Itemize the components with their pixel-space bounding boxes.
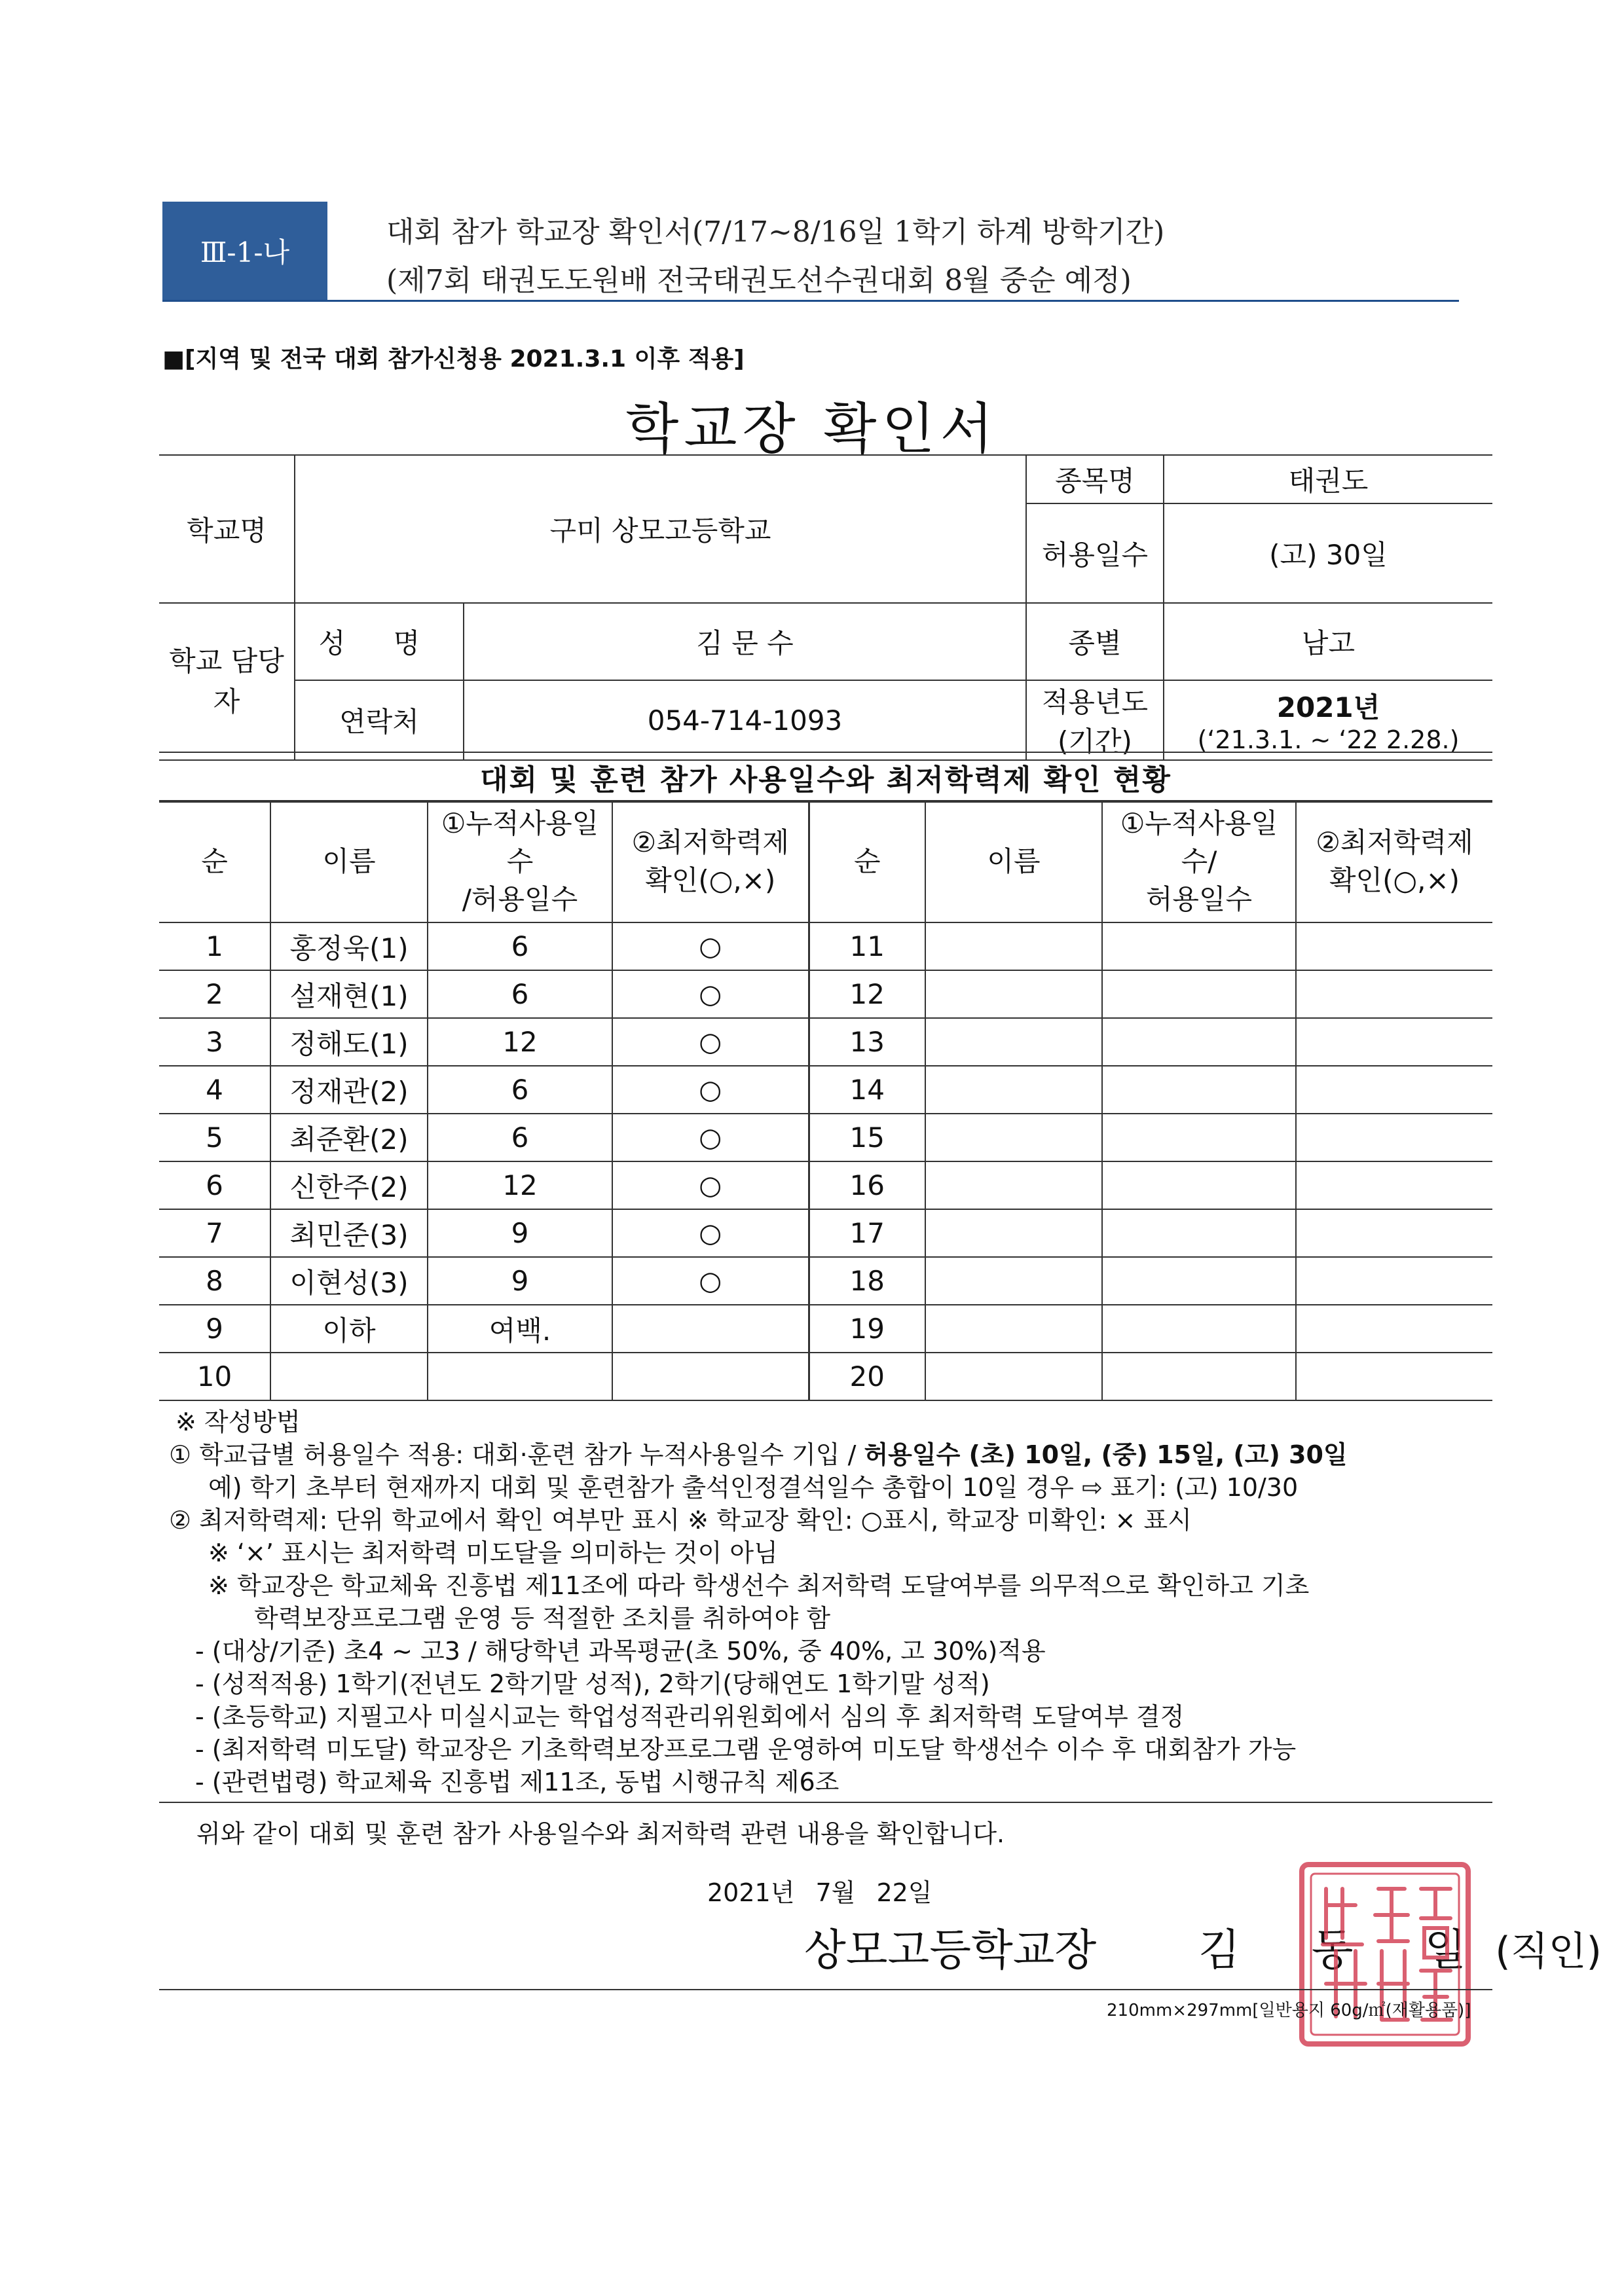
row-no: 2: [159, 970, 270, 1018]
row-check-right: [1296, 1066, 1492, 1114]
row-no: 8: [159, 1257, 270, 1305]
row-name: 신한주(2): [270, 1161, 428, 1209]
row-no-right: 18: [809, 1257, 925, 1305]
row-name: 이하: [270, 1305, 428, 1353]
roster-row: [159, 1018, 1492, 1066]
allow-value: (고) 30일: [1164, 503, 1492, 603]
school-value: 구미 상모고등학교: [295, 455, 1026, 603]
row-no-right: 15: [809, 1114, 925, 1161]
gender-value: 남고: [1164, 603, 1492, 680]
row-days-right: [1102, 1257, 1296, 1305]
row-days: 6: [428, 922, 612, 970]
header-days-2: ①누적사용일수/ 허용일수: [1102, 801, 1296, 922]
row-days: 6: [428, 970, 612, 1018]
header-no-2: 순: [809, 801, 925, 922]
header-days: ①누적사용일수 /허용일수: [428, 801, 612, 922]
event-value: 태권도: [1164, 455, 1492, 503]
row-days: 9: [428, 1257, 612, 1305]
school-info-table: [159, 454, 1492, 761]
principal-name: 김 동 일(직인): [1198, 1925, 1602, 1975]
principal-title: 상모고등학교장: [804, 1925, 1097, 1975]
row-check-right: [1296, 1161, 1492, 1209]
contact-label: 연락처: [295, 680, 464, 760]
row-name-right: [925, 1018, 1102, 1066]
row-days: [428, 1353, 612, 1400]
row-name-right: [925, 922, 1102, 970]
gender-label: 종별: [1026, 603, 1164, 680]
section-tag: Ⅲ-1-나: [162, 202, 327, 300]
row-name-right: [925, 1353, 1102, 1400]
instruction-line: - (대상/기준) 초4 ~ 고3 / 해당학년 과목평균(초 50%, 중 40%, 고 30%)적용: [195, 1637, 1046, 1666]
year-value: 2021년 (‘21.3.1. ~ ‘22 2.28.): [1164, 680, 1492, 760]
row-name: 설재현(1): [270, 970, 428, 1018]
row-check-right: [1296, 922, 1492, 970]
row-days-right: [1102, 1353, 1296, 1400]
instruction-line: ※ ‘×’ 표시는 최저학력 미도달을 의미하는 것이 아님: [208, 1539, 778, 1567]
instruction-line: - (초등학교) 지필고사 미실시교는 학업성적관리위원회에서 심의 후 최저학력 도달여부 결정: [195, 1702, 1185, 1731]
row-check: ○: [612, 1209, 809, 1257]
row-check: [612, 1305, 809, 1353]
header-name-2: 이름: [925, 801, 1102, 922]
row-no-right: 16: [809, 1161, 925, 1209]
name-label: 성 명: [295, 603, 464, 680]
row-check: ○: [612, 970, 809, 1018]
row-no: 4: [159, 1066, 270, 1114]
row-days: 6: [428, 1114, 612, 1161]
name-value: 김 문 수: [464, 603, 1026, 680]
row-check: ○: [612, 922, 809, 970]
row-name-right: [925, 1209, 1102, 1257]
row-days-right: [1102, 1209, 1296, 1257]
instruction-line: - (관련법령) 학교체육 진흥법 제11조, 동법 시행규칙 제6조: [195, 1768, 840, 1796]
row-no: 7: [159, 1209, 270, 1257]
contact-value: 054-714-1093: [464, 680, 1026, 760]
roster-row: [159, 970, 1492, 1018]
row-check: ○: [612, 1066, 809, 1114]
row-days: 9: [428, 1209, 612, 1257]
row-check-right: [1296, 1114, 1492, 1161]
row-no-right: 17: [809, 1209, 925, 1257]
roster-header-row: [159, 801, 1492, 922]
row-days: 12: [428, 1161, 612, 1209]
row-no: 6: [159, 1161, 270, 1209]
row-no: 3: [159, 1018, 270, 1066]
instruction-line: ② 최저학력제: 단위 학교에서 확인 여부만 표시 ※ 학교장 확인: ○표시, 학교장 미확인: × 표시: [169, 1506, 1192, 1535]
instructions-divider: [159, 1802, 1492, 1803]
event-label: 종목명: [1026, 455, 1164, 503]
row-no-right: 20: [809, 1353, 925, 1400]
instruction-line: 학력보장프로그램 운영 등 적절한 조치를 취하여야 함: [254, 1604, 831, 1633]
header-no: 순: [159, 801, 270, 922]
section-title: 대회 및 훈련 참가 사용일수와 최저학력제 확인 현황: [159, 752, 1492, 803]
row-no-right: 19: [809, 1305, 925, 1353]
row-no: 1: [159, 922, 270, 970]
row-name: [270, 1353, 428, 1400]
roster-row: [159, 922, 1492, 970]
instruction-line: - (최저학력 미도달) 학교장은 기초학력보장프로그램 운영하여 미도달 학생선수 이수 후 대회참가 가능: [195, 1735, 1297, 1764]
row-days-right: [1102, 1305, 1296, 1353]
header-check: ②최저학력제 확인(○,×): [612, 801, 809, 922]
signature-date: 2021년 7월 22일: [707, 1878, 932, 1907]
roster-row: [159, 1209, 1492, 1257]
footer-divider: [159, 1989, 1492, 1990]
row-days-right: [1102, 922, 1296, 970]
row-name-right: [925, 1257, 1102, 1305]
confirmation-text: 위와 같이 대회 및 훈련 참가 사용일수와 최저학력 관련 내용을 확인합니다.: [196, 1819, 1005, 1848]
document-title: 학교장 확인서: [625, 397, 999, 461]
row-name: 최준환(2): [270, 1114, 428, 1161]
row-no: 10: [159, 1353, 270, 1400]
row-check-right: [1296, 1257, 1492, 1305]
row-no-right: 11: [809, 922, 925, 970]
row-check: ○: [612, 1257, 809, 1305]
manager-label: 학교 담당자: [159, 603, 295, 760]
row-no: 5: [159, 1114, 270, 1161]
roster-row: [159, 1353, 1492, 1400]
row-check-right: [1296, 1209, 1492, 1257]
row-check-right: [1296, 1305, 1492, 1353]
roster-row: [159, 1066, 1492, 1114]
allow-label: 허용일수: [1026, 503, 1164, 603]
row-check: [612, 1353, 809, 1400]
row-name: 홍정욱(1): [270, 922, 428, 970]
row-days: 12: [428, 1018, 612, 1066]
instruction-line: 예) 학기 초부터 현재까지 대회 및 훈련참가 출석인정결석일수 총합이 10일 경우 ⇨ 표기: (고) 10/30: [208, 1473, 1299, 1502]
row-check: ○: [612, 1018, 809, 1066]
row-days-right: [1102, 1066, 1296, 1114]
header-check-2: ②최저학력제 확인(○,×): [1296, 801, 1492, 922]
roster-row: [159, 1257, 1492, 1305]
banner-line-2: (제7회 태권도도원배 전국태권도선수권대회 8월 중순 예정): [386, 264, 1132, 297]
school-label: 학교명: [159, 455, 295, 603]
header-name: 이름: [270, 801, 428, 922]
instructions-heading: ※ 작성방법: [175, 1408, 301, 1436]
row-check: ○: [612, 1114, 809, 1161]
row-days-right: [1102, 970, 1296, 1018]
row-days: 6: [428, 1066, 612, 1114]
row-name-right: [925, 1066, 1102, 1114]
row-days-right: [1102, 1114, 1296, 1161]
roster-row: [159, 1114, 1492, 1161]
row-no-right: 13: [809, 1018, 925, 1066]
roster-row: [159, 1161, 1492, 1209]
row-name-right: [925, 970, 1102, 1018]
year-label: 적용년도 (기간): [1026, 680, 1164, 760]
roster-table: [159, 800, 1492, 1401]
row-name: 정재관(2): [270, 1066, 428, 1114]
row-no: 9: [159, 1305, 270, 1353]
row-check: ○: [612, 1161, 809, 1209]
row-name: 정해도(1): [270, 1018, 428, 1066]
application-note: ■[지역 및 전국 대회 참가신청용 2021.3.1 이후 적용]: [162, 346, 745, 373]
row-name-right: [925, 1114, 1102, 1161]
instruction-line: ※ 학교장은 학교체육 진흥법 제11조에 따라 학생선수 최저학력 도달여부를 의무적으로 확인하고 기초: [208, 1571, 1310, 1600]
instruction-line: ① 학교급별 허용일수 적용: 대회·훈련 참가 누적사용일수 기입 / 허용일수 (초) 10일, (중) 15일, (고) 30일: [169, 1440, 1348, 1469]
row-days: 여백.: [428, 1305, 612, 1353]
row-check-right: [1296, 1353, 1492, 1400]
row-name-right: [925, 1305, 1102, 1353]
banner-divider: [162, 300, 1459, 302]
row-check-right: [1296, 1018, 1492, 1066]
row-name: 이현성(3): [270, 1257, 428, 1305]
row-days-right: [1102, 1161, 1296, 1209]
paper-spec: 210mm×297mm[일반용지 60g/㎡(재활용품)]: [1107, 2001, 1471, 2020]
banner-line-1: 대회 참가 학교장 확인서(7/17~8/16일 1학기 하계 방학기간): [386, 215, 1165, 249]
row-name: 최민준(3): [270, 1209, 428, 1257]
row-no-right: 12: [809, 970, 925, 1018]
instruction-line: - (성적적용) 1학기(전년도 2학기말 성적), 2학기(당해연도 1학기말 성적): [195, 1669, 990, 1698]
row-name-right: [925, 1161, 1102, 1209]
row-no-right: 14: [809, 1066, 925, 1114]
row-check-right: [1296, 970, 1492, 1018]
roster-row: [159, 1305, 1492, 1353]
row-days-right: [1102, 1018, 1296, 1066]
